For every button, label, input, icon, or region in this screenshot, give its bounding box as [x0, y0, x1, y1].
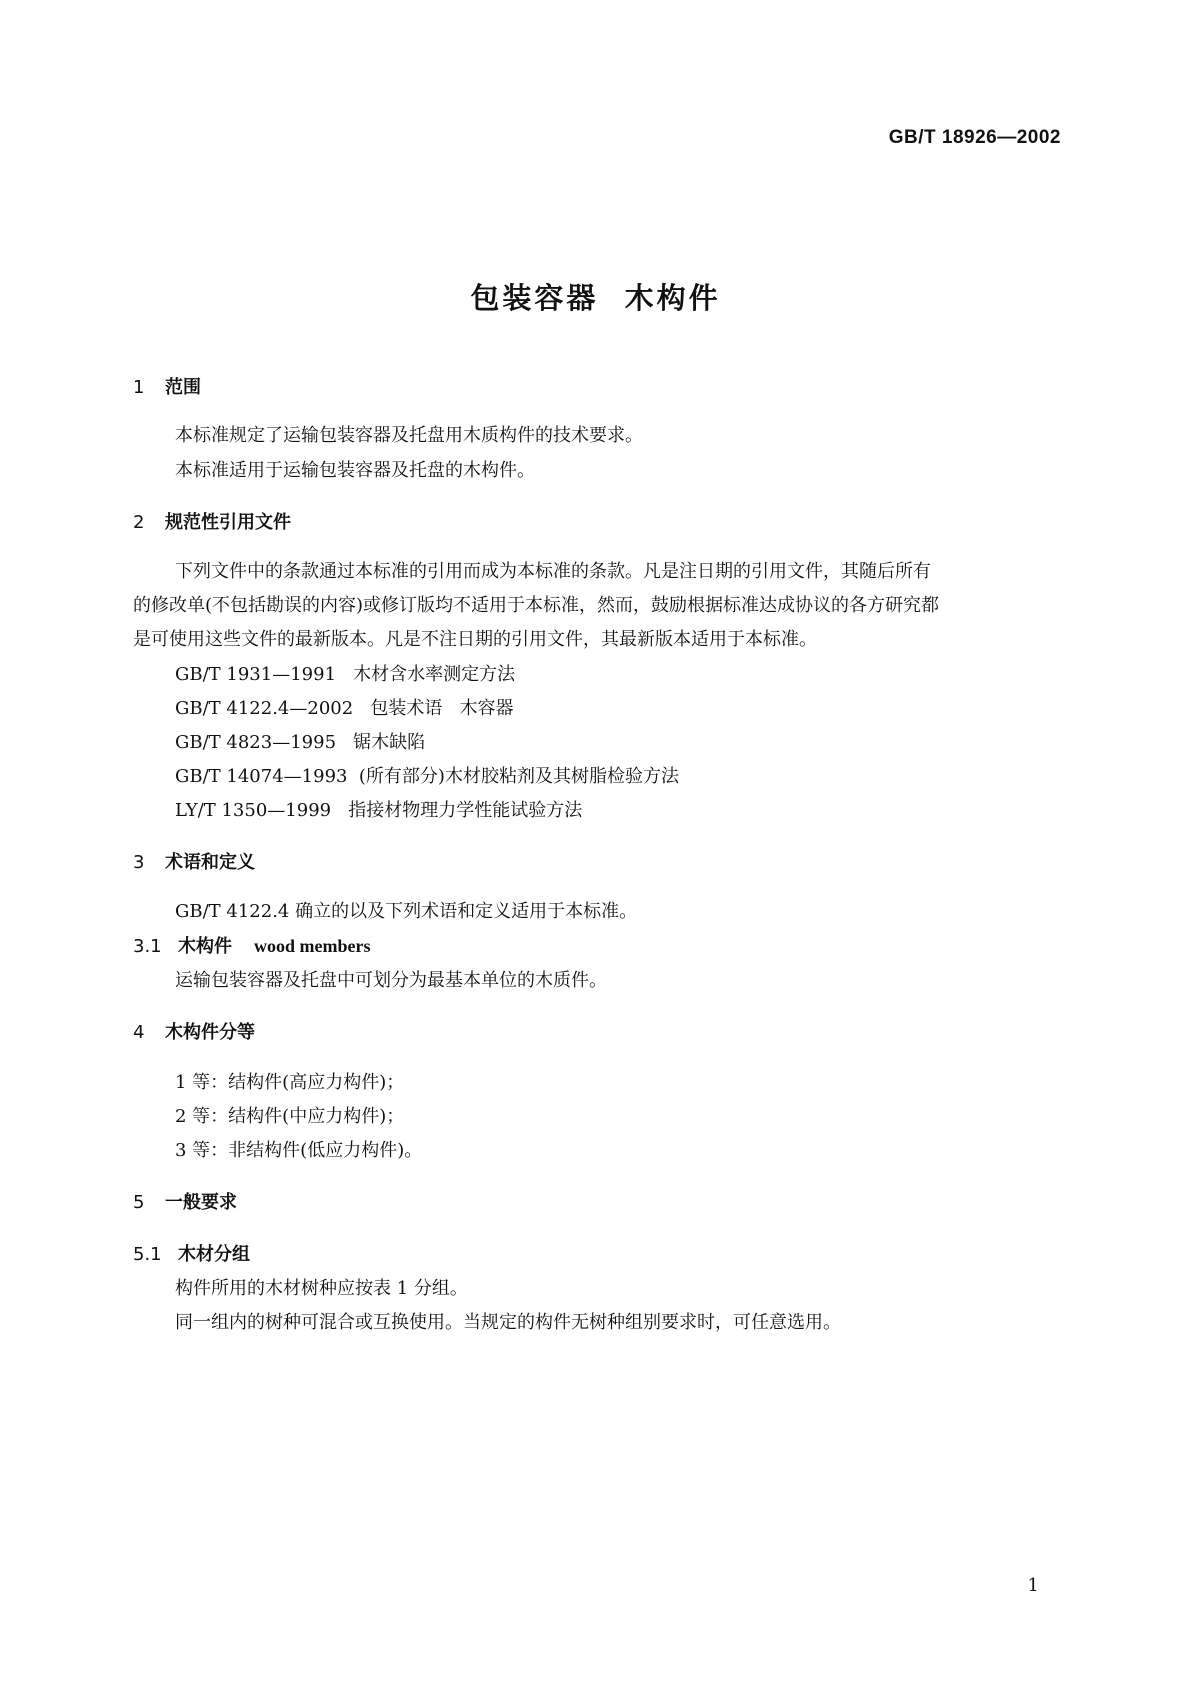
section-2-heading [133, 508, 291, 534]
section-1-heading [133, 373, 201, 399]
reference-item: GB/T 14074—1993 (所有部分)木材胶粘剂及其树脂检验方法 [175, 766, 679, 787]
reference-item: GB/T 1931—1991 木材含水率测定方法 [175, 664, 516, 685]
term-3-1-heading [133, 932, 370, 958]
section-number: 2 [133, 512, 145, 533]
reference-item: GB/T 4122.4—2002 包装术语 木容器 [175, 698, 514, 719]
paragraph: 构件所用的木材树种应按表 1 分组。 [175, 1278, 468, 1299]
document-title: 包装容器 木构件 [470, 281, 721, 315]
section-4-heading [133, 1018, 255, 1044]
section-title: 一般要求 [165, 1192, 237, 1213]
term-number: 3.1 [133, 936, 162, 957]
standard-code: GB/T 18926—2002 [888, 127, 1061, 148]
reference-item: GB/T 4823—1995 锯木缺陷 [175, 732, 426, 753]
paragraph: 本标准适用于运输包装容器及托盘的木构件。 [175, 460, 535, 481]
paragraph: 本标准规定了运输包装容器及托盘用木质构件的技术要求。 [175, 425, 643, 446]
reference-item: LY/T 1350—1999 指接材物理力学性能试验方法 [175, 800, 583, 821]
section-3-heading [133, 848, 255, 874]
section-number: 5.1 [133, 1244, 162, 1265]
paragraph: GB/T 4122.4 确立的以及下列术语和定义适用于本标准。 [175, 901, 638, 922]
page-number: 1 [1027, 1575, 1039, 1596]
term-zh: 木构件 [178, 936, 232, 957]
section-number: 4 [133, 1022, 145, 1043]
section-title: 木材分组 [178, 1244, 250, 1265]
section-number: 1 [133, 377, 145, 398]
grade-item: 1 等：结构件(高应力构件)； [175, 1072, 405, 1093]
grade-item: 3 等：非结构件(低应力构件)。 [175, 1140, 423, 1161]
paragraph: 的修改单(不包括勘误的内容)或修订版均不适用于本标准，然而，鼓励根据标准达成协议的各方研究都 [133, 595, 940, 616]
paragraph: 是可使用这些文件的最新版本。凡是不注日期的引用文件，其最新版本适用于本标准。 [133, 629, 817, 650]
paragraph: 下列文件中的条款通过本标准的引用而成为本标准的条款。凡是注日期的引用文件，其随后所有 [175, 561, 931, 582]
section-title: 范围 [165, 377, 201, 398]
section-title: 术语和定义 [165, 852, 255, 873]
section-5-1-heading [133, 1240, 250, 1266]
term-definition: 运输包装容器及托盘中可划分为最基本单位的木质件。 [175, 970, 607, 991]
paragraph: 同一组内的树种可混合或互换使用。当规定的构件无树种组别要求时，可任意选用。 [175, 1312, 841, 1333]
section-5-heading [133, 1188, 237, 1214]
grade-item: 2 等：结构件(中应力构件)； [175, 1106, 405, 1127]
term-en: wood members [254, 936, 371, 956]
section-number: 5 [133, 1192, 145, 1213]
section-title: 规范性引用文件 [165, 512, 291, 533]
section-number: 3 [133, 852, 145, 873]
section-title: 木构件分等 [165, 1022, 255, 1043]
